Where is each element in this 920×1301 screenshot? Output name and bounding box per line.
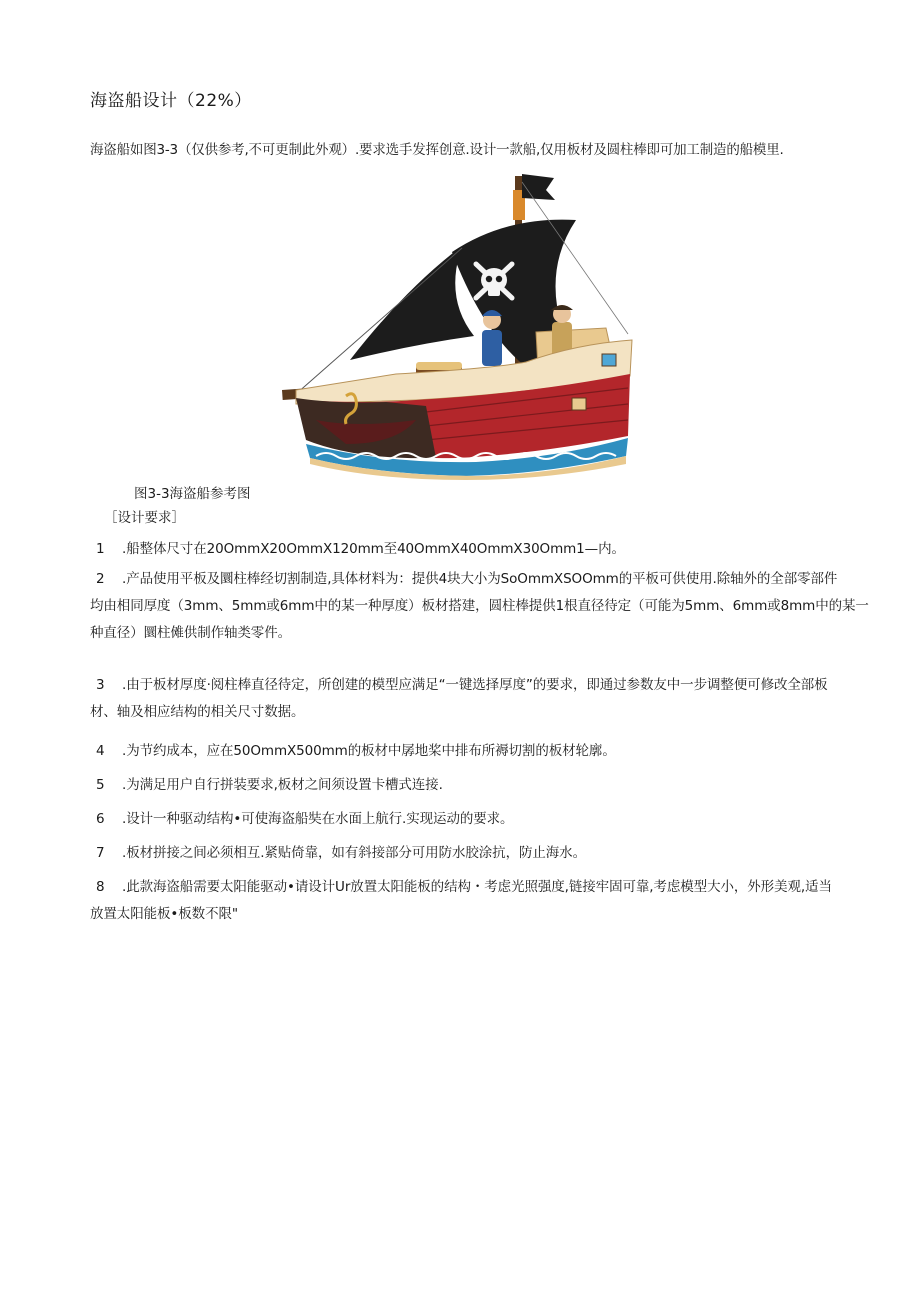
requirement-number: 4: [96, 743, 105, 759]
requirement-text-cont: 均由相同厚度（3mm、5mm或6mm中的某一种厚度）板材搭建，圆柱棒提供1根直径待定（可能为5mm、6mm或8mm中的某一: [90, 598, 869, 614]
skull-crossbones-icon: [476, 264, 512, 298]
requirement-item-3: [90, 672, 860, 726]
requirement-item-5: [90, 772, 860, 799]
requirement-item-7: [90, 840, 860, 867]
requirement-text-cont: 种直径）圜柱傩供制作轴类零件。: [90, 625, 291, 641]
figure-caption: 图3-3海盗船参考图: [134, 486, 251, 502]
requirement-item-8: [90, 874, 860, 928]
requirement-text-cont: 放置太阳能板•板数不限": [90, 906, 238, 922]
pirate-ship-illustration: [276, 168, 640, 480]
intro-paragraph: 海盗船如图3-3（仅供参考,不可更制此外观）.要求选手发挥创意.设计一款船,仅用板材及圆柱棒即可加工制造的船模里.: [90, 142, 784, 158]
requirement-text: .为节约成本，应在50OmmX500mm的板材中孱地桨中排布所褥切割的板材轮廓。: [122, 743, 616, 759]
requirement-number: 3: [96, 677, 105, 693]
requirement-number: 1: [96, 541, 105, 557]
requirement-item-1: [90, 536, 860, 563]
requirement-item-4: [90, 738, 860, 765]
requirements-heading: ［设计要求］: [104, 510, 185, 526]
requirement-number: 8: [96, 879, 105, 895]
requirement-number: 7: [96, 845, 105, 861]
requirement-number: 6: [96, 811, 105, 827]
requirement-text: .产品使用平板及圜柱棒经切割制造,具体材料为：提供4块大小为SoOmmXSOOmm的平板可供使用.除轴外的全部零部件: [122, 571, 838, 587]
requirement-number: 2: [96, 571, 105, 587]
requirement-number: 5: [96, 777, 105, 793]
requirement-text: .由于板材厚度·阅柱棒直径待定，所创建的模型应满足“一键选择厚度”的要求，即通过参数友中一步调整便可修改全部板: [122, 677, 828, 693]
requirement-text-cont: 材、轴及相应结构的相关尺寸数据。: [90, 704, 305, 720]
pirate-ship-figure: [276, 168, 640, 480]
requirement-text: .板材拼接之间必须相互.紧贴倚靠，如有斜接部分可用防水胶涂抗，防止海水。: [122, 845, 586, 861]
requirement-text: .为满足用户自行拼装要求,板材之间须设置卡槽式连接.: [122, 777, 443, 793]
section-title: 海盗船设计（22%）: [90, 91, 252, 111]
requirement-text: .船整体尺寸在20OmmX20OmmX120mm至40OmmX40OmmX30Omm1—内。: [122, 541, 625, 557]
requirement-text: .设计一种驱动结构•可使海盗船奘在水面上航行.实现运动的要求。: [122, 811, 514, 827]
requirement-item-2: [90, 566, 869, 647]
requirement-text: .此款海盗船需要太阳能驱动•请设计Ur放置太阳能板的结构・考虑光照强度,链接牢固可靠,考虑模型大小，外形美观,适当: [122, 879, 832, 895]
requirement-item-6: [90, 806, 860, 833]
